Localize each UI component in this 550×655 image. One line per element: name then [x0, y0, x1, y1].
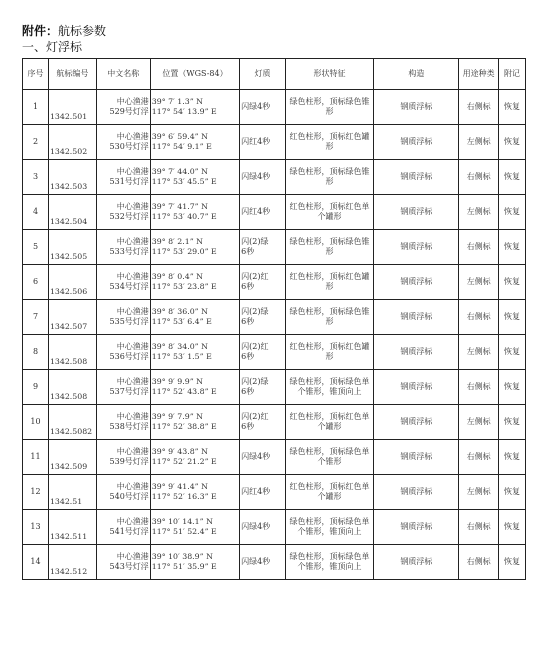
light-line: 闪(2)红 [241, 412, 269, 421]
header-shape: 形状特征 [285, 59, 373, 90]
name-line: 中心渔港 [116, 377, 149, 386]
table-row [23, 405, 526, 440]
row-construction: 钢质浮标 [374, 510, 459, 545]
row-note: 恢复 [498, 405, 525, 440]
row-use: 右侧标 [459, 300, 498, 335]
latitude: 39° 7′ 41.7” N [151, 202, 208, 211]
row-note: 恢复 [498, 335, 525, 370]
row-use: 右侧标 [459, 90, 498, 125]
row-note: 恢复 [498, 265, 525, 300]
name-line: 538号灯浮 [109, 422, 149, 431]
row-position [150, 195, 239, 230]
shape-line: 形 [325, 247, 334, 256]
row-use: 左侧标 [459, 125, 498, 160]
attachment-heading [22, 24, 106, 38]
header-use: 用途种类 [459, 59, 498, 90]
header-light: 灯质 [240, 59, 286, 90]
light-line: 闪绿4秒 [241, 102, 271, 111]
row-name [96, 440, 150, 475]
light-line: 6秒 [241, 282, 255, 291]
row-position [150, 475, 239, 510]
row-name [96, 265, 150, 300]
row-name [96, 545, 150, 580]
row-shape [285, 335, 373, 370]
latitude: 39° 8′ 2.1” N [151, 237, 203, 246]
light-line: 闪红4秒 [241, 137, 271, 146]
name-line: 532号灯浮 [109, 212, 149, 221]
section-title: 一、灯浮标 [22, 40, 83, 54]
light-line: 闪(2)绿 [241, 307, 269, 316]
row-no: 6 [23, 265, 49, 300]
row-code: 1342.504 [48, 195, 96, 230]
row-code: 1342.503 [48, 160, 96, 195]
attachment-colon: ： [46, 24, 59, 38]
row-code: 1342.512 [48, 545, 96, 580]
row-use: 右侧标 [459, 230, 498, 265]
shape-line: 绿色柱形，顶标绿色锥 [289, 167, 370, 176]
row-code: 1342.511 [48, 510, 96, 545]
row-light [240, 230, 286, 265]
row-note: 恢复 [498, 475, 525, 510]
row-construction: 钢质浮标 [374, 440, 459, 475]
row-position [150, 230, 239, 265]
shape-line: 形 [325, 282, 334, 291]
row-no: 4 [23, 195, 49, 230]
buoy-parameter-table [22, 58, 526, 580]
row-shape [285, 405, 373, 440]
row-no: 13 [23, 510, 49, 545]
shape-line: 红色柱形，顶标红色单 [289, 482, 370, 491]
row-shape [285, 440, 373, 475]
row-construction: 钢质浮标 [374, 90, 459, 125]
latitude: 39° 8′ 34.0” N [151, 342, 208, 351]
row-no: 12 [23, 475, 49, 510]
row-no: 3 [23, 160, 49, 195]
shape-line: 红色柱形，顶标红色单 [289, 202, 370, 211]
shape-line: 红色柱形，顶标红色单 [289, 412, 370, 421]
row-name [96, 195, 150, 230]
name-line: 535号灯浮 [109, 317, 149, 326]
row-use: 左侧标 [459, 405, 498, 440]
row-use: 左侧标 [459, 265, 498, 300]
row-position [150, 510, 239, 545]
name-line: 540号灯浮 [109, 492, 149, 501]
row-shape [285, 300, 373, 335]
row-construction: 钢质浮标 [374, 265, 459, 300]
row-light [240, 125, 286, 160]
header-construction: 构造 [374, 59, 459, 90]
shape-line: 个罐形 [317, 492, 342, 501]
row-shape [285, 195, 373, 230]
row-code: 1342.505 [48, 230, 96, 265]
row-position [150, 90, 239, 125]
name-line: 531号灯浮 [109, 177, 149, 186]
table-row [23, 300, 526, 335]
table-row [23, 265, 526, 300]
name-line: 中心渔港 [116, 237, 149, 246]
row-position [150, 265, 239, 300]
latitude: 39° 10′ 38.9” N [151, 552, 213, 561]
name-line: 中心渔港 [116, 447, 149, 456]
row-no: 5 [23, 230, 49, 265]
row-shape [285, 510, 373, 545]
light-line: 闪绿4秒 [241, 522, 271, 531]
name-line: 530号灯浮 [109, 142, 149, 151]
shape-line: 绿色柱形，顶标绿色单 [289, 517, 370, 526]
row-light [240, 475, 286, 510]
longitude: 117° 54′ 13.9” E [151, 107, 217, 116]
header-row [23, 59, 526, 90]
row-name [96, 160, 150, 195]
row-position [150, 300, 239, 335]
table-row [23, 195, 526, 230]
header-no: 序号 [23, 59, 49, 90]
table-row [23, 90, 526, 125]
longitude: 117° 53′ 1.5” E [151, 352, 212, 361]
shape-line: 红色柱形，顶标红色罐 [289, 132, 370, 141]
shape-line: 形 [325, 142, 334, 151]
longitude: 117° 52′ 38.8” E [151, 422, 217, 431]
light-line: 闪绿4秒 [241, 452, 271, 461]
row-use: 右侧标 [459, 370, 498, 405]
shape-line: 个锥形 [317, 457, 342, 466]
row-construction: 钢质浮标 [374, 125, 459, 160]
latitude: 39° 7′ 44.0” N [151, 167, 208, 176]
row-light [240, 265, 286, 300]
row-position [150, 545, 239, 580]
light-line: 闪红4秒 [241, 207, 271, 216]
row-light [240, 440, 286, 475]
light-line: 闪(2)红 [241, 272, 269, 281]
row-note: 恢复 [498, 125, 525, 160]
table-row [23, 370, 526, 405]
name-line: 中心渔港 [116, 552, 149, 561]
row-name [96, 90, 150, 125]
row-light [240, 160, 286, 195]
table-row [23, 475, 526, 510]
attachment-label: 附件 [22, 24, 47, 38]
row-shape [285, 370, 373, 405]
row-no: 7 [23, 300, 49, 335]
row-code: 1342.506 [48, 265, 96, 300]
row-use: 右侧标 [459, 160, 498, 195]
row-construction: 钢质浮标 [374, 545, 459, 580]
row-construction: 钢质浮标 [374, 370, 459, 405]
latitude: 39° 9′ 43.8” N [151, 447, 208, 456]
latitude: 39° 6′ 59.4” N [151, 132, 208, 141]
row-shape [285, 265, 373, 300]
row-name [96, 475, 150, 510]
row-shape [285, 90, 373, 125]
row-use: 左侧标 [459, 335, 498, 370]
row-shape [285, 160, 373, 195]
shape-line: 个罐形 [317, 212, 342, 221]
light-line: 闪红4秒 [241, 487, 271, 496]
row-use: 左侧标 [459, 475, 498, 510]
row-position [150, 370, 239, 405]
name-line: 536号灯浮 [109, 352, 149, 361]
longitude: 117° 54′ 9.1” E [151, 142, 212, 151]
light-line: 6秒 [241, 247, 255, 256]
shape-line: 个锥形，锥顶向上 [297, 387, 362, 396]
row-no: 2 [23, 125, 49, 160]
row-code: 1342.509 [48, 440, 96, 475]
row-position [150, 160, 239, 195]
row-name [96, 370, 150, 405]
light-line: 6秒 [241, 422, 255, 431]
row-light [240, 90, 286, 125]
row-use: 右侧标 [459, 510, 498, 545]
shape-line: 绿色柱形，顶标绿色锥 [289, 307, 370, 316]
header-note: 附记 [498, 59, 525, 90]
longitude: 117° 52′ 43.8” E [151, 387, 217, 396]
row-code: 1342.5082 [48, 405, 96, 440]
row-light [240, 510, 286, 545]
row-name [96, 230, 150, 265]
name-line: 中心渔港 [116, 167, 149, 176]
row-shape [285, 125, 373, 160]
row-construction: 钢质浮标 [374, 300, 459, 335]
row-construction: 钢质浮标 [374, 195, 459, 230]
row-no: 1 [23, 90, 49, 125]
row-shape [285, 545, 373, 580]
row-use: 右侧标 [459, 440, 498, 475]
light-line: 闪绿4秒 [241, 557, 271, 566]
light-line: 6秒 [241, 317, 255, 326]
table-body [23, 90, 526, 580]
table-row [23, 440, 526, 475]
table-row [23, 545, 526, 580]
row-code: 1342.51 [48, 475, 96, 510]
row-note: 恢复 [498, 370, 525, 405]
shape-line: 绿色柱形，顶标绿色单 [289, 447, 370, 456]
shape-line: 个锥形，锥顶向上 [297, 562, 362, 571]
row-no: 14 [23, 545, 49, 580]
header-position: 位置（WGS-84） [150, 59, 239, 90]
name-line: 537号灯浮 [109, 387, 149, 396]
shape-line: 形 [325, 177, 334, 186]
table-row [23, 125, 526, 160]
latitude: 39° 9′ 7.9” N [151, 412, 203, 421]
row-construction: 钢质浮标 [374, 335, 459, 370]
name-line: 中心渔港 [116, 412, 149, 421]
header-code: 航标编号 [48, 59, 96, 90]
row-name [96, 510, 150, 545]
row-note: 恢复 [498, 440, 525, 475]
row-position [150, 125, 239, 160]
longitude: 117° 53′ 29.0” E [151, 247, 217, 256]
light-line: 闪绿4秒 [241, 172, 271, 181]
shape-line: 绿色柱形，顶标绿色锥 [289, 97, 370, 106]
name-line: 中心渔港 [116, 342, 149, 351]
row-no: 11 [23, 440, 49, 475]
row-light [240, 195, 286, 230]
name-line: 529号灯浮 [109, 107, 149, 116]
name-line: 541号灯浮 [109, 527, 149, 536]
row-light [240, 405, 286, 440]
shape-line: 绿色柱形，顶标绿色单 [289, 552, 370, 561]
name-line: 534号灯浮 [109, 282, 149, 291]
longitude: 117° 53′ 6.4” E [151, 317, 212, 326]
name-line: 中心渔港 [116, 202, 149, 211]
latitude: 39° 8′ 0.4” N [151, 272, 203, 281]
shape-line: 个锥形，锥顶向上 [297, 527, 362, 536]
row-name [96, 405, 150, 440]
light-line: 6秒 [241, 387, 255, 396]
longitude: 117° 53′ 45.5” E [151, 177, 217, 186]
light-line: 闪(2)绿 [241, 377, 269, 386]
row-note: 恢复 [498, 300, 525, 335]
row-shape [285, 230, 373, 265]
row-note: 恢复 [498, 230, 525, 265]
light-line: 6秒 [241, 352, 255, 361]
latitude: 39° 7′ 1.3” N [151, 97, 203, 106]
row-use: 右侧标 [459, 545, 498, 580]
row-no: 8 [23, 335, 49, 370]
longitude: 117° 53′ 23.8” E [151, 282, 217, 291]
header-name: 中文名称 [96, 59, 150, 90]
name-line: 中心渔港 [116, 482, 149, 491]
name-line: 中心渔港 [116, 97, 149, 106]
row-construction: 钢质浮标 [374, 405, 459, 440]
row-note: 恢复 [498, 510, 525, 545]
name-line: 539号灯浮 [109, 457, 149, 466]
row-light [240, 370, 286, 405]
name-line: 中心渔港 [116, 132, 149, 141]
shape-line: 形 [325, 107, 334, 116]
table-row [23, 230, 526, 265]
shape-line: 个罐形 [317, 422, 342, 431]
row-name [96, 125, 150, 160]
row-note: 恢复 [498, 545, 525, 580]
row-no: 9 [23, 370, 49, 405]
table-row [23, 335, 526, 370]
row-construction: 钢质浮标 [374, 160, 459, 195]
longitude: 117° 52′ 16.3” E [151, 492, 217, 501]
shape-line: 形 [325, 352, 334, 361]
row-construction: 钢质浮标 [374, 230, 459, 265]
row-code: 1342.507 [48, 300, 96, 335]
shape-line: 绿色柱形，顶标绿色单 [289, 377, 370, 386]
name-line: 533号灯浮 [109, 247, 149, 256]
latitude: 39° 8′ 36.0” N [151, 307, 208, 316]
row-use: 左侧标 [459, 195, 498, 230]
row-light [240, 545, 286, 580]
latitude: 39° 10′ 14.1” N [151, 517, 213, 526]
light-line: 闪(2)红 [241, 342, 269, 351]
table-row [23, 510, 526, 545]
row-name [96, 335, 150, 370]
row-name [96, 300, 150, 335]
name-line: 中心渔港 [116, 307, 149, 316]
row-position [150, 440, 239, 475]
row-position [150, 335, 239, 370]
latitude: 39° 9′ 41.4” N [151, 482, 208, 491]
row-code: 1342.502 [48, 125, 96, 160]
name-line: 中心渔港 [116, 272, 149, 281]
attachment-title: 航标参数 [58, 24, 107, 38]
row-shape [285, 475, 373, 510]
shape-line: 红色柱形，顶标红色罐 [289, 272, 370, 281]
row-construction: 钢质浮标 [374, 475, 459, 510]
shape-line: 形 [325, 317, 334, 326]
latitude: 39° 9′ 9.9” N [151, 377, 203, 386]
row-note: 恢复 [498, 90, 525, 125]
longitude: 117° 53′ 40.7” E [151, 212, 217, 221]
row-note: 恢复 [498, 160, 525, 195]
row-code: 1342.508 [48, 335, 96, 370]
table-row [23, 160, 526, 195]
row-note: 恢复 [498, 195, 525, 230]
row-code: 1342.508 [48, 370, 96, 405]
shape-line: 红色柱形，顶标红色罐 [289, 342, 370, 351]
longitude: 117° 51′ 52.4” E [151, 527, 217, 536]
row-position [150, 405, 239, 440]
row-light [240, 335, 286, 370]
row-no: 10 [23, 405, 49, 440]
shape-line: 绿色柱形，顶标绿色锥 [289, 237, 370, 246]
name-line: 中心渔港 [116, 517, 149, 526]
longitude: 117° 52′ 21.2” E [151, 457, 217, 466]
light-line: 闪(2)绿 [241, 237, 269, 246]
row-light [240, 300, 286, 335]
longitude: 117° 51′ 35.9” E [151, 562, 217, 571]
name-line: 543号灯浮 [109, 562, 149, 571]
row-code: 1342.501 [48, 90, 96, 125]
